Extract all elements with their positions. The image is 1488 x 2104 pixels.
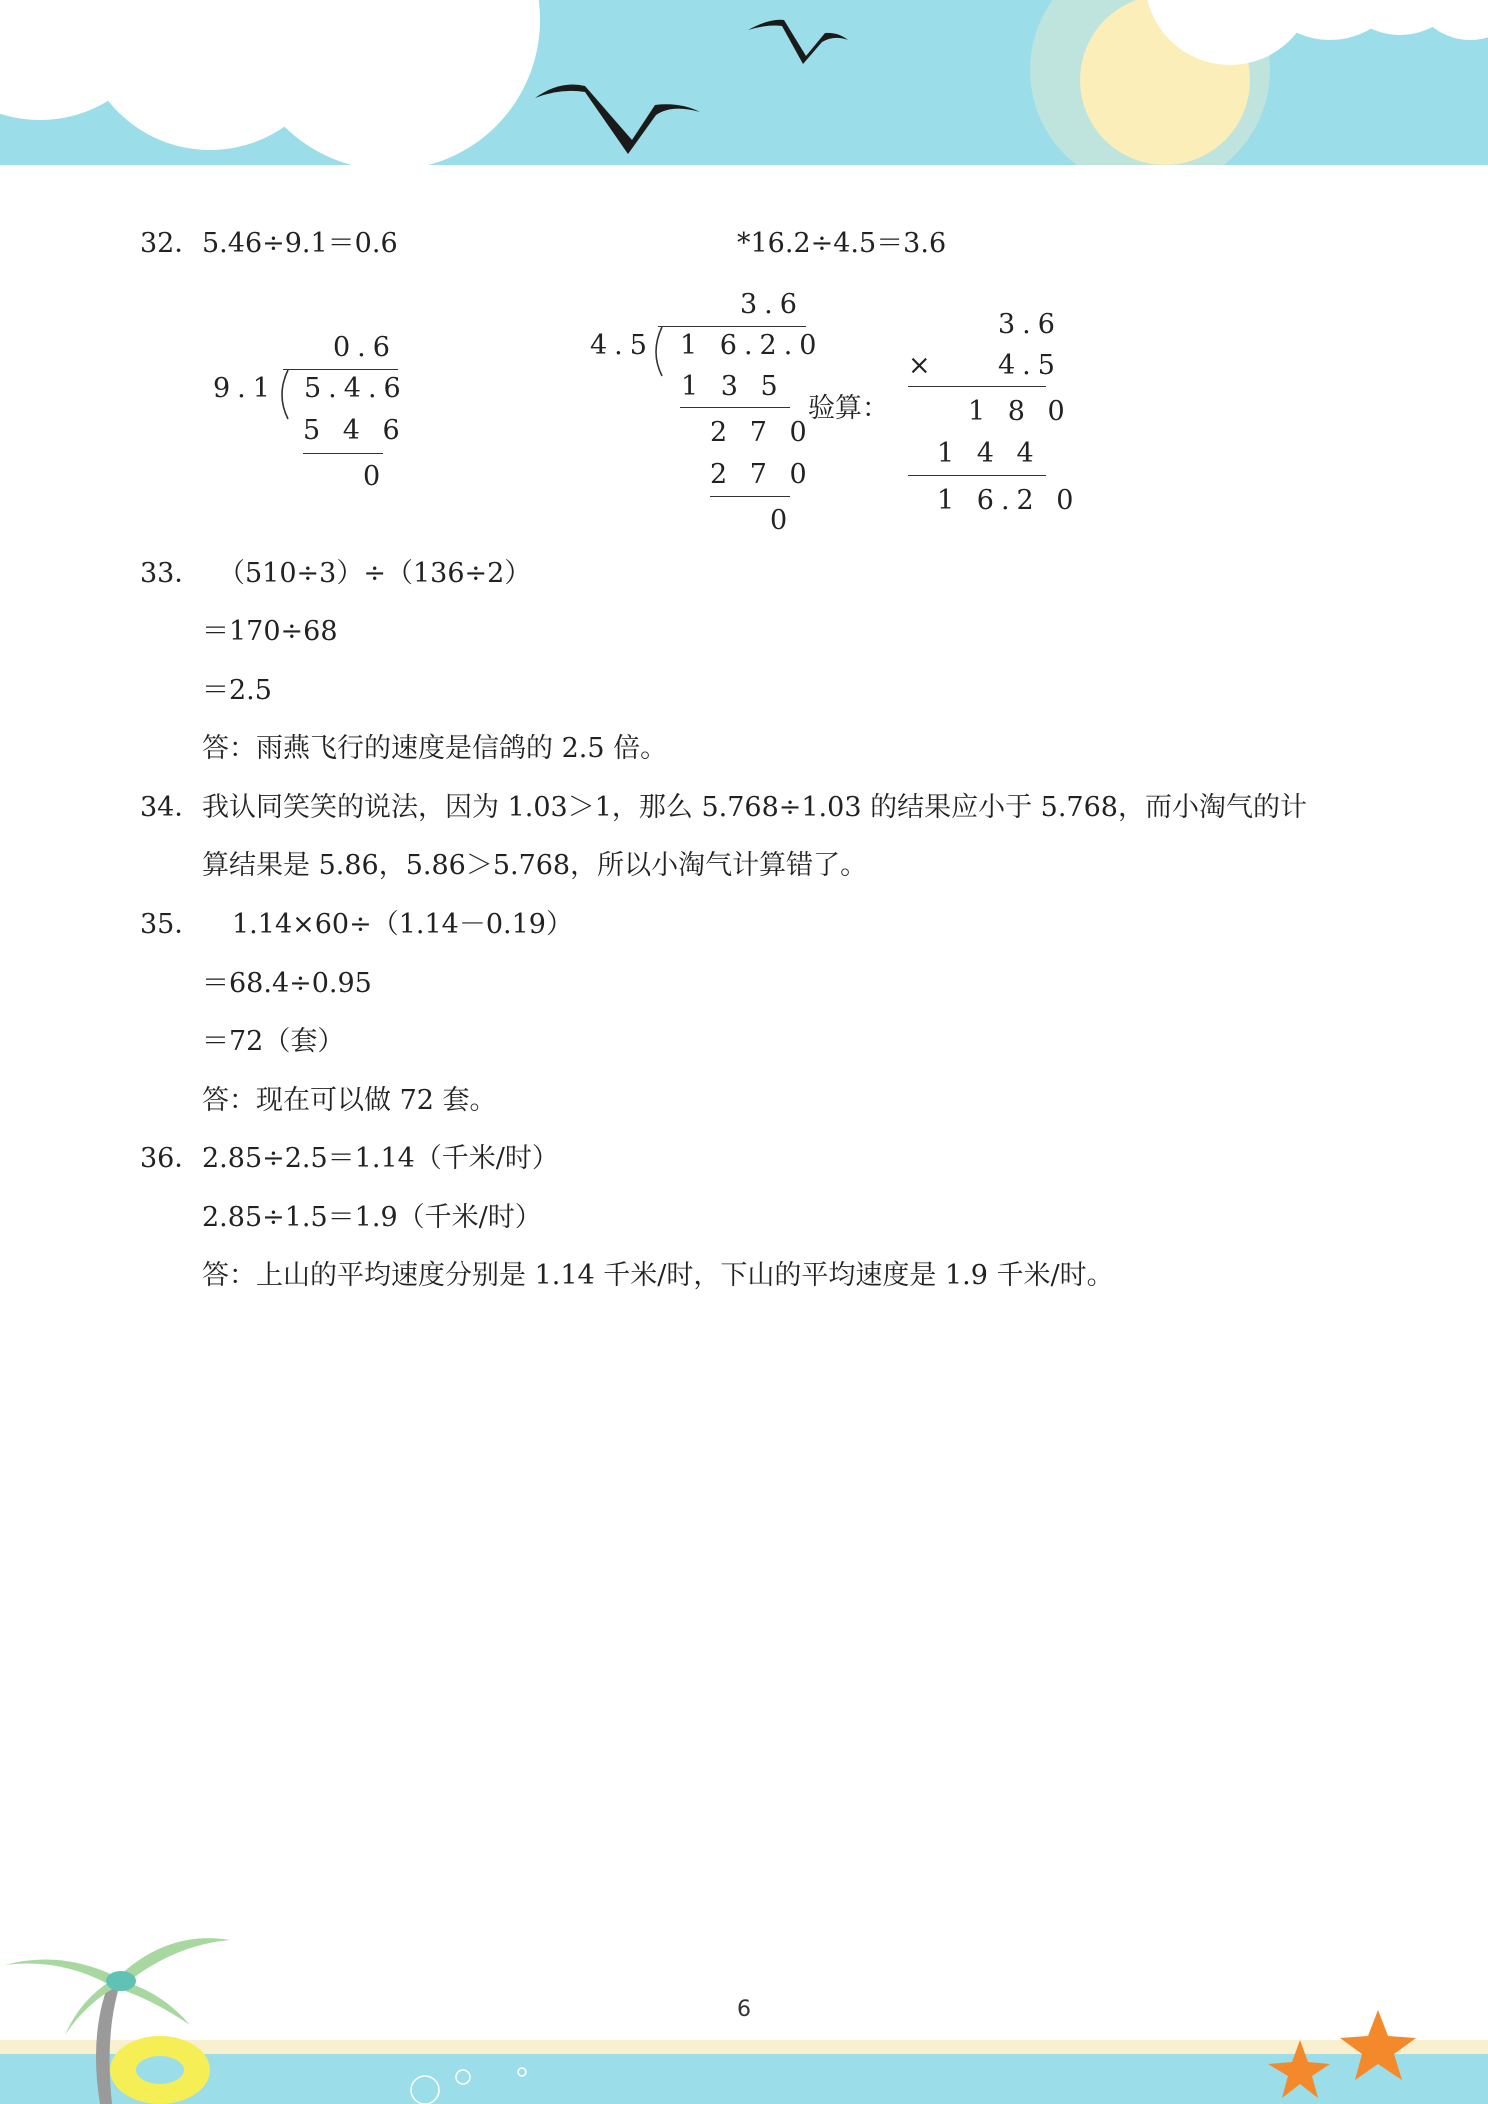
div2-bar <box>658 326 806 327</box>
mult-line-2 <box>908 475 1046 476</box>
mult-times: × <box>908 350 938 381</box>
q36-answer: 答：上山的平均速度分别是 1.14 千米/时，下山的平均速度是 1.9 千米/时。 <box>202 1260 1114 1291</box>
q33-line-3: ＝2.5 <box>202 675 272 706</box>
q35-label: 35． <box>140 909 202 940</box>
div2-subtract-line-2 <box>710 496 790 497</box>
mult-line-1 <box>908 386 1046 387</box>
q33-line-2: ＝170÷68 <box>202 616 338 647</box>
q33-line-1: （510÷3）÷（136÷2） <box>218 558 532 589</box>
q35-answer: 答：现在可以做 72 套。 <box>202 1085 497 1116</box>
sand-strip <box>0 2040 1488 2054</box>
q36-line-2: 2.85÷1.5＝1.9（千米/时） <box>202 1202 542 1233</box>
check-label: 验算： <box>808 393 889 424</box>
mult-partial-2: 1 4 4 <box>937 438 1041 469</box>
div2-remainder: 0 <box>770 505 795 536</box>
q34-label: 34． <box>140 792 202 823</box>
q34-line-1: 我认同笑笑的说法，因为 1.03＞1，那么 5.768÷1.03 的结果应小于 5.768，而小淘气的计 <box>202 792 1307 823</box>
q35-line-2: ＝68.4÷0.95 <box>202 968 372 999</box>
div1-subtract-line <box>303 453 383 454</box>
q34-line-2: 算结果是 5.86，5.86＞5.768，所以小淘气计算错了。 <box>202 850 868 881</box>
mult-result: 1 6.2 0 <box>937 485 1081 516</box>
div1-remainder: 0 <box>363 461 388 492</box>
q32-equation-2: *16.2÷4.5＝3.6 <box>737 228 947 259</box>
mult-top: 3.6 <box>998 309 1062 340</box>
div1-bar <box>283 369 398 370</box>
div1-divisor: 9.1 <box>213 373 277 404</box>
page-number: 6 <box>737 1997 751 2022</box>
q33-label: 33． <box>140 558 202 589</box>
q33-answer: 答：雨燕飞行的速度是信鸽的 2.5 倍。 <box>202 733 668 764</box>
div2-product-2: 2 7 0 <box>710 459 814 490</box>
header-banner <box>0 0 1488 170</box>
div1-quotient: 0.6 <box>333 332 397 363</box>
q32-equation-1: 5.46÷9.1＝0.6 <box>202 228 398 259</box>
q35-line-1: 1.14×60÷（1.14－0.19） <box>232 909 573 940</box>
mult-partial-1: 1 8 0 <box>968 396 1072 427</box>
div1-product: 5 4 6 <box>303 415 407 446</box>
div2-product-1: 1 3 5 <box>681 371 785 402</box>
div2-subtract-line-1 <box>680 407 790 408</box>
q35-line-3: ＝72（套） <box>202 1026 345 1057</box>
div2-divisor: 4.5 <box>590 330 654 361</box>
swim-ring-icon <box>110 2036 210 2104</box>
mult-bottom: 4.5 <box>998 350 1062 381</box>
div2-partial: 2 7 0 <box>710 417 814 448</box>
sea-strip <box>0 2054 1488 2104</box>
div1-dividend: 5.4.6 <box>304 373 408 404</box>
q36-label: 36． <box>140 1143 202 1174</box>
q32-label: 32． <box>140 228 202 259</box>
div2-dividend: 1 6.2.0 <box>680 330 824 361</box>
q36-line-1: 2.85÷2.5＝1.14（千米/时） <box>202 1143 559 1174</box>
div2-quotient: 3.6 <box>740 289 804 320</box>
